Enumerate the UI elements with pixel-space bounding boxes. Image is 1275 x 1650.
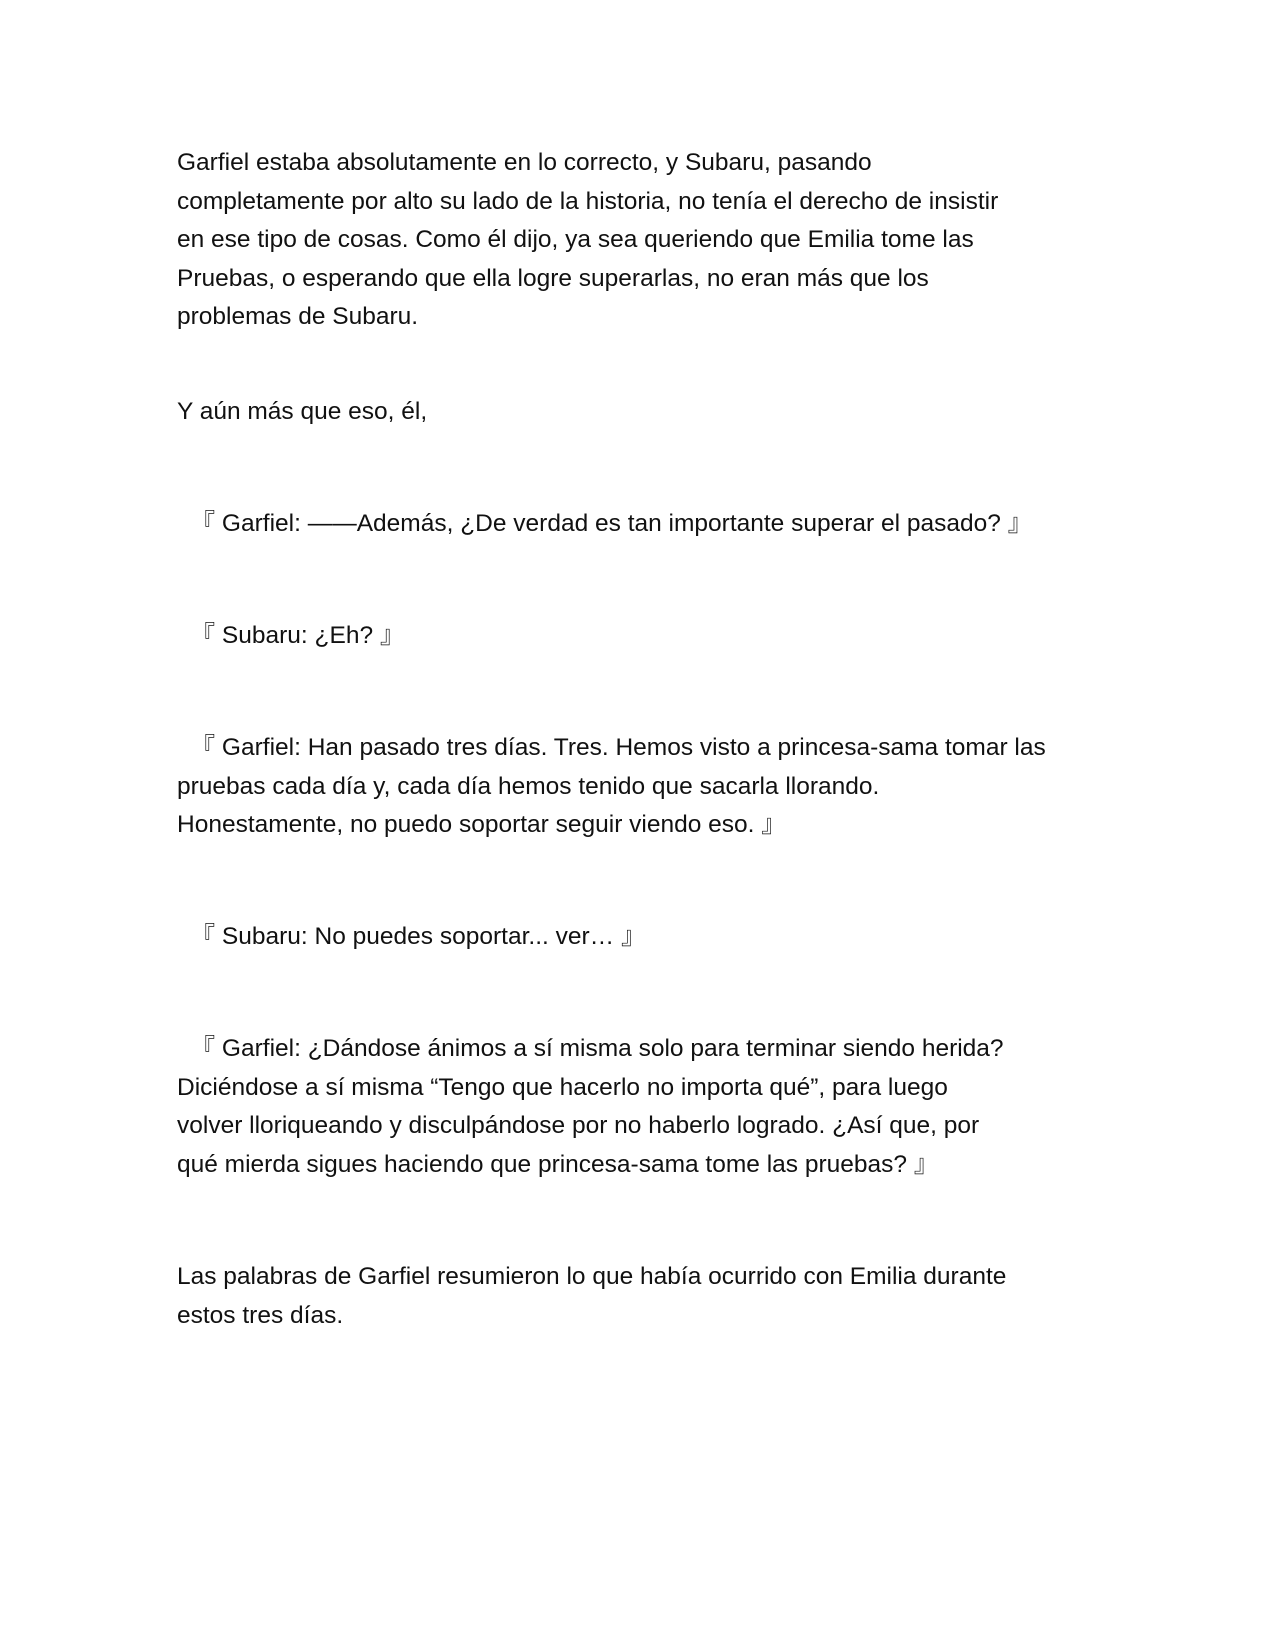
paragraph-narration-2: Y aún más que eso, él, [177, 398, 428, 425]
paragraph-dialogue-garfiel-2: 『 Garfiel: Han pasado tres días. Tres. Hemos visto a princesa-sama tomar las pruebas cada día y, cada día hemos tenido que sacarla llorando. Honestamente, no puedo soportar seguir viendo eso. 』 [177, 734, 1046, 838]
paragraph-dialogue-subaru-2: 『 Subaru: No puedes soportar... ver… 』 [177, 923, 646, 950]
paragraph-dialogue-subaru-1: 『 Subaru: ¿Eh? 』 [177, 622, 405, 649]
paragraph-narration-3: Las palabras de Garfiel resumieron lo que había ocurrido con Emilia durante estos tres días. [177, 1263, 1007, 1329]
paragraph-narration-1: Garfiel estaba absolutamente en lo correcto, y Subaru, pasando completamente por alto su lado de la historia, no tenía el derecho de insistir en ese tipo de cosas. Como él dijo, ya sea queriendo que Emilia tome las Pruebas, o esperando que ella logre superarlas, no eran más que los problemas de Subaru. [177, 149, 999, 330]
paragraph-dialogue-garfiel-1: 『 Garfiel: ——Además, ¿De verdad es tan importante superar el pasado? 』 [177, 510, 1033, 537]
paragraph-dialogue-garfiel-3: 『 Garfiel: ¿Dándose ánimos a sí misma solo para terminar siendo herida? Diciéndose a sí misma “Tengo que hacerlo no importa qué”, para luego volver lloriqueando y disculpándose por no haberlo logrado. ¿Así que, por qué mierda sigues haciendo que princesa-sama tome las pruebas? 』 [177, 1035, 1004, 1178]
